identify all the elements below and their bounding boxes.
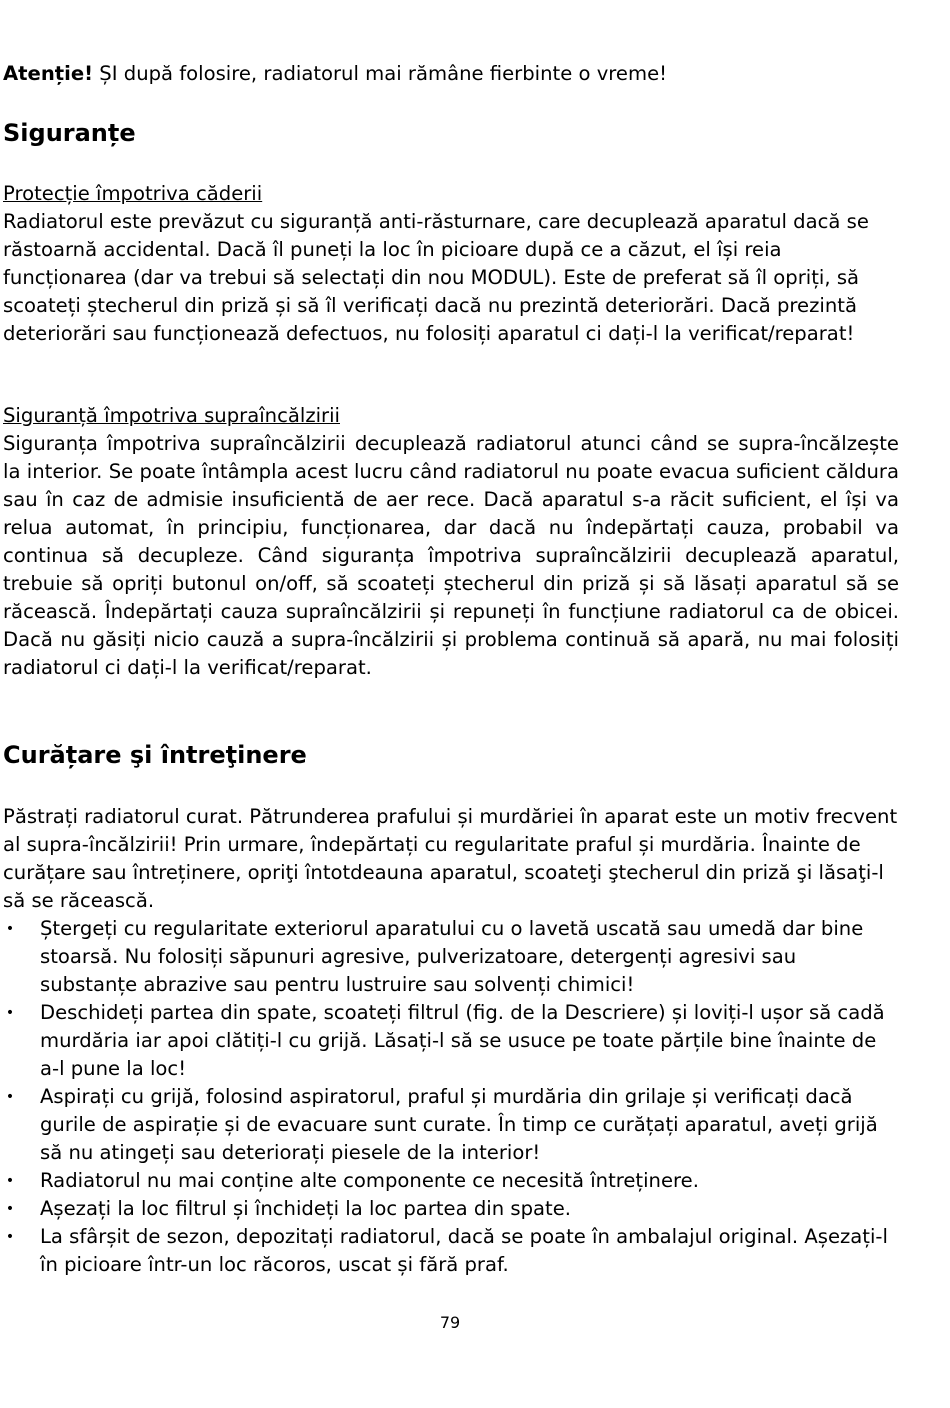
page-number: 79 <box>439 1313 461 1332</box>
list-item-text: Ștergeți cu regularitate exteriorul aparatului cu o lavetă uscată sau umedă dar bine stoarsă. Nu folosiți săpunuri agresive, pulverizatoare, detergenți agresivi sau substanțe abrazive sau pentru lustruire sau solvenți chimici! <box>40 917 864 996</box>
bullet-icon: • <box>5 1201 15 1217</box>
fall-protection-section <box>3 180 899 348</box>
bullet-icon: • <box>5 1229 15 1245</box>
attention-text: ȘI după folosire, radiatorul mai rămâne fierbinte o vreme! <box>93 62 667 85</box>
cleaning-heading: Curățare şi întreţinere <box>3 741 307 769</box>
fall-protection-title: Protecție împotriva căderii <box>3 182 263 205</box>
bullet-icon: • <box>5 921 15 937</box>
bullet-icon: • <box>5 1089 15 1105</box>
list-item <box>3 999 899 1083</box>
list-item-text: Aspirați cu grijă, folosind aspiratorul, praful și murdăria din grilaje și verificați dacă gurile de aspirație și de evacuare sunt curate. În timp ce curățați aparatul, aveți grijă să nu atingeți sau deteriorați piesele de la interior! <box>40 1085 878 1164</box>
fall-protection-body: Radiatorul este prevăzut cu siguranță anti-răsturnare, care decuplează aparatul dacă se răstoarnă accidental. Dacă îl puneți la loc în picioare după ce a căzut, el își reia funcționarea (dar va trebui să selectați din nou MODUL). Este de preferat să îl opriți, să scoateți ștecherul din priză și să îl verificați dacă nu prezintă deteriorări. Dacă prezintă deteriorări sau funcționează defectuos, nu folosiți aparatul ci dați-l la verificat/reparat! <box>3 210 869 345</box>
list-item-text: Așezați la loc filtrul și închideți la loc partea din spate. <box>40 1197 571 1220</box>
cleaning-section <box>3 803 899 1279</box>
overheat-protection-section <box>3 402 899 682</box>
list-item <box>3 1167 899 1195</box>
list-item <box>3 915 899 999</box>
bullet-icon: • <box>5 1005 15 1021</box>
cleaning-list <box>3 915 899 1279</box>
safety-heading: Siguranțe <box>3 119 136 147</box>
cleaning-intro: Păstrați radiatorul curat. Pătrunderea prafului și murdăriei în aparat este un motiv frecvent al supra-încălzirii! Prin urmare, îndepărtați cu regularitate praful și murdăria. Înainte de curățare sau întreținere, opriţi întotdeauna aparatul, scoateţi ştecherul din priză şi lăsaţi-l să se răcească. <box>3 805 898 912</box>
list-item <box>3 1223 899 1279</box>
overheat-protection-body: Siguranța împotriva supraîncălzirii decuplează radiatorul atunci când se supra-încălzește la interior. Se poate întâmpla acest lucru când radiatorul nu poate evacua suficient căldura sau în caz de admisie insuficientă de aer rece. Dacă aparatul s-a răcit suficient, el își va relua automat, în principiu, funcționarea, dar dacă nu îndepărtați cauza, probabil va continua să decupleze. Când siguranța împotriva supraîncălzirii decuplează aparatul, trebuie să opriți butonul on/off, să scoateți ștecherul din priză și să lăsați aparatul să se răcească. Îndepărtați cauza supraîncălzirii și repuneți în funcțiune radiatorul ca de obicei. Dacă nu găsiți nicio cauză a supra-încălzirii și problema continuă să apară, nu mai folosiți radiatorul ci dați-l la verificat/reparat. <box>3 432 899 679</box>
list-item-text: Radiatorul nu mai conține alte componente ce necesită întreținere. <box>40 1169 699 1192</box>
list-item <box>3 1195 899 1223</box>
overheat-protection-title: Siguranță împotriva supraîncălzirii <box>3 404 340 427</box>
list-item <box>3 1083 899 1167</box>
list-item-text: Deschideți partea din spate, scoateți filtrul (fig. de la Descriere) și loviți-l ușor să cadă murdăria iar apoi clătiți-l cu grijă. Lăsați-l să se usuce pe toate părțile bine înainte de a-l pune la loc! <box>40 1001 885 1080</box>
attention-note <box>3 60 899 88</box>
attention-label: Atenție! <box>3 62 94 85</box>
bullet-icon: • <box>5 1173 15 1189</box>
list-item-text: La sfârșit de sezon, depozitați radiatorul, dacă se poate în ambalajul original. Așezați-l în picioare într-un loc răcoros, uscat și fără praf. <box>40 1225 888 1276</box>
